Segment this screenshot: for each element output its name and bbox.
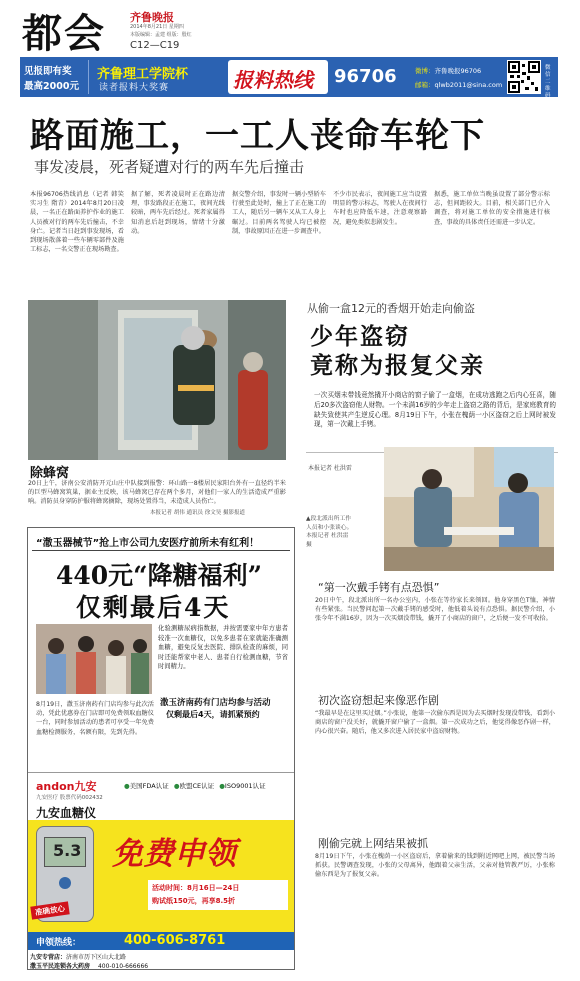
section-title: 都会 [22,10,106,57]
ad-body: 化验测糖尿病指数据，并按需要家中年方患者较准一次血糖仪，以免多患者在家就能准确测血糖，避免反复去医院、排队检查的麻烦，同时还能帮家中老人、患者自行检测血糖，节省时间精力。 [158,625,288,670]
firefighter-photo-icon [28,300,286,460]
ad-activity-box [148,880,288,910]
weibo-value: 齐鲁晚报96706 [434,67,482,75]
school-sub: 读者报料大奖赛 [99,83,170,93]
cert-iso-icon: ● [219,782,225,790]
qr-caption: 微信二维码 [545,65,551,99]
ad-photo [36,624,152,694]
ad-free-label: 免费申领 [112,836,236,872]
mail-value: qlwb2011@sina.com [434,81,503,89]
story2-section2-title: 初次盗窃想起来像恶作剧 [318,694,439,707]
ad-crowd-photo-icon [36,624,152,694]
ad-activity-time: 活动时间：8月16日—24日 [152,884,240,892]
date-line: 2014年8月21日 星期四 [130,24,184,30]
qr-code-icon [507,60,541,94]
ad-promo-body-2 [158,724,288,766]
meter-screen [44,837,86,867]
ad-store-row-1 [30,952,126,961]
ad-store2-tel: 400-010-666666 [97,963,149,970]
lead-col-1: 本报96706热线消息（记者 韩笑 实习生 隋青）2014年8月20日凌晨，一名正在路面养护作业的施工人员被对行的两车先后撞击，不幸身亡。记者当日赶到事发现场，看到现场散落着一些车辆零部件及施工标志，一名交警正在现场勘查。 [30,191,124,254]
ad-brand: andon九安 [36,780,97,793]
hotline-label-box [228,60,328,94]
story2-section3-title: 刚偷完就上网结果被抓 [318,837,428,850]
meter-button-icon [59,877,71,889]
photo-feature-caption: 20日上午，济南公安消防开元山庄中队接到报警：环山路一8楼居民家阳台外有一直径约半米的巨型马蜂窝筑巢，据业主反映，该马蜂窝已存在两个多月，对他们一家人的生活造成严重影响。消防员身穿防护服将蜂窝摘除，现场处置得当，未造成人员伤亡。 [28,480,286,506]
lead-subhead: 事发凌晨，死者疑遭对行的两车先后撞击 [34,158,305,176]
ad-top-rule [32,550,290,551]
beehive-photo [28,300,286,460]
mail-label: 邮箱： [415,81,435,89]
story2-section3-body: 8月19日下午，小张在槐荫一小区盗窃后，拿着偷来的钱到附近网吧上网，被民警当场抓获。民警调查发现，小张的父母离异，他跟着父亲生活，父亲对他管教严厉，小张称偷东西是为了报复父亲。 [315,853,555,879]
hotline-banner [20,57,558,97]
cert-fda-icon: ● [124,782,130,790]
hotline-number: 96706 [334,66,397,87]
story2-headline-2: 竟称为报复父亲 [310,352,485,379]
paper-logo: 齐鲁晚报 [130,11,174,24]
ad-promo-body: 8月19日，潵玉济南药有门店均参与此次活动，凭此优惠券在门店即可免费领取血糖仪一台，同时参加活动的患者可享受一年免费血糖检测服务，名额有限，先到先得。 [36,701,154,736]
lead-headline: 路面施工，一工人丧命车轮下 [30,116,485,156]
ad-promo-sub: 仅剩最后4天，请抓紧预约 [166,710,260,719]
lead-col-4: 不少市民表示，夜间施工应当设置明显的警示标志，驾驶人在夜间行车时也应降低车速，注意观察路况，避免类似悲剧发生。 [333,191,427,226]
ad-store-label: 九安专营店： [30,954,67,961]
story2-section1-body: 20日中午，段北派出所一名办公室内，小张在等待家长来领回。他身穿黑色T恤，神情有些紧张。当民警问起第一次戴手铐的感受时，他低着头说有点恐惧。据民警介绍，小张今年不满16岁，因为一次买烟没带钱，撬开了小商店的窗户，之后便一发不可收拾。 [315,597,555,623]
ad-brand-sub: 九安医疗 股票代码002432 [36,795,103,801]
ad-headline-1: 440元“降糖福利” [56,561,262,590]
ad-activity-gift: 购试纸150元，再享8.5折 [152,897,236,905]
ad-hotline-bar [28,932,294,950]
story2-byline: 本报记者 杜洪雷 [308,465,352,472]
cert-ce-icon: ● [173,782,180,790]
story2-section2-body: “我最早是在这里买过烟。”小张说，他第一次偷东西是因为去买烟时发现没带钱，看到小商店的窗户没关好，就撬开窗户偷了一盒烟。第一次成功之后，他觉得像恶作剧一样，内心很兴奋。随后，他又多次进入居民家中盗窃财物。 [315,710,555,736]
story2-section1-title: “第一次戴手铐有点恐惧” [318,581,440,594]
story2-photo-caption: ▲段北派出所工作人员和小张谈心。本报记者 杜洪雷 摄 [306,516,353,548]
ad-top-line: “潵玉器械节”抢上市公司九安医疗前所未有红利！ [36,538,260,549]
ad-promo-title: 潵玉济南药有门店均参与活动 [160,698,271,708]
editor-line: 本版编辑：孟建 组版：殷红 [130,32,192,38]
ad-store-addr: 济南市历下区山大北路 [66,954,127,961]
glucose-meter-ad [27,527,295,970]
ad-hotline-label: 申领热线： [36,938,82,948]
hotline-label: 报料热线 [233,68,313,92]
mail-row [415,80,502,89]
qr-code [507,60,541,94]
ad-mid-rule [28,772,294,773]
banner-reward-line2: 最高2000元 [24,81,79,92]
ad-cert-row [124,781,266,790]
school-name: 齐鲁理工学院杯 [97,67,189,82]
ad-store2: 潵玉平民连锁各大药房 [30,963,91,970]
lead-col-3: 据交警介绍，事发时一辆小型轿车行驶至此处时，撞上了正在施工的工人，随后另一辆车又从工人身上碾过。目前两名驾驶人均已被控制，事故原因正在进一步调查中。 [232,191,326,235]
ad-product: 九安血糖仪 [36,806,97,820]
lead-col-5: 据悉，施工单位当晚虽设置了部分警示标志，但间距较大。目前，相关部门已介入调查，将对施工单位的安全措施进行核查，事故的具体责任还需进一步认定。 [434,191,550,226]
story2-headline-1: 少年盗窃 [310,323,410,350]
meter-reading: 5.3 [53,841,82,860]
interview-photo-icon [384,447,554,571]
banner-school-box [88,60,206,94]
interview-photo [384,447,554,571]
cert-iso: ISO9001认证 [224,782,266,790]
story2-kicker: 从偷一盒12元的香烟开始走向偷盗 [307,302,475,315]
ad-yellow-panel [28,820,294,932]
ad-store-row-2 [30,961,148,970]
ad-stamp: 准确放心 [30,901,69,919]
cert-ce: 欧盟CE认证 [179,782,215,790]
photo-feature-credit: 本报记者 胡伟 通讯员 徐文昊 摄影报道 [150,510,245,516]
page-range: C12—C19 [130,40,180,51]
lead-col-2: 据了解，死者凌晨时正在路边清理，事发路段正在施工，夜间光线较暗，两车先后经过。死者家属得知消息后赶到现场，情绪十分激动。 [131,191,225,235]
ad-hotline-number: 400-606-8761 [124,933,226,948]
weibo-label: 微博： [415,67,435,75]
story2-summary: 一次买烟未带钱竟然撬开小商店的窗子偷了一盒烟，在成功逃跑之后内心狂喜，随后20多次盗窃他人财物。一个未满16岁的少年走上盗窃之路的背后，是家庭教育的缺失致使其产生逆反心理。8月19日下午，小张在槐荫一小区盗窃之后上网时被发现，第一次戴上手铐。 [314,391,556,429]
weibo-row [415,66,481,75]
cert-fda: 美国FDA认证 [129,782,169,790]
ad-headline-2: 仅剩最后4天 [76,593,231,622]
photo-feature-title: 除蜂窝 [30,466,70,481]
banner-reward-line1: 见报即有奖 [24,66,72,77]
